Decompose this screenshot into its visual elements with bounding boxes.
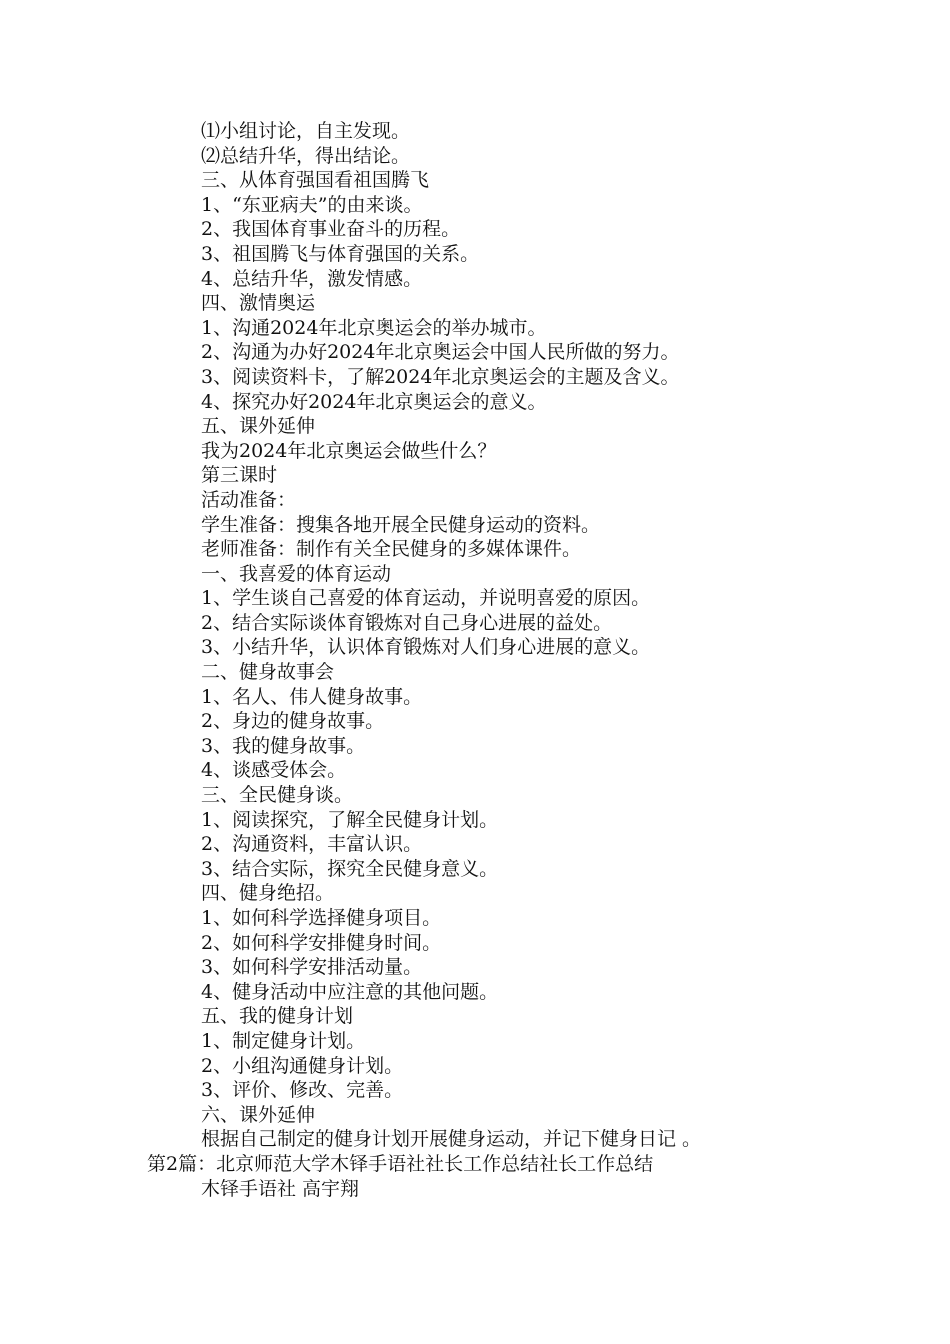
- text-line: 二、健身故事会: [201, 661, 335, 684]
- text-line: 1、如何科学选择健身项目。: [201, 907, 442, 929]
- text-line: 3、结合实际，探究全民健身意义。: [201, 857, 499, 880]
- document-body: [0, 119, 950, 1201]
- text-line: 2、我国体育事业奋斗的历程。: [201, 218, 461, 241]
- text-line: 2、身边的健身故事。: [201, 710, 385, 733]
- text-line: 四、激情奥运: [201, 292, 316, 315]
- text-line: 1、沟通2024年北京奥运会的举办城市。: [201, 316, 547, 339]
- text-line: 2、如何科学安排健身时间。: [201, 931, 442, 954]
- text-line: 1、学生谈自己喜爱的体育运动，并说明喜爱的原因。: [201, 587, 651, 610]
- text-line: 4、探究办好2024年北京奥运会的意义。: [201, 390, 547, 413]
- text-line: 学生准备：搜集各地开展全民健身运动的资料。: [201, 513, 601, 536]
- text-line: 活动准备：: [201, 488, 297, 511]
- text-line: 4、健身活动中应注意的其他问题。: [201, 980, 499, 1003]
- text-line: 4、谈感受体会。: [201, 759, 347, 782]
- text-line: 2、结合实际谈体育锻炼对自己身心进展的益处。: [201, 611, 613, 634]
- text-line: 2、沟通为办好2024年北京奥运会中国人民所做的努力。: [201, 341, 680, 364]
- text-line: 一、我喜爱的体育运动: [201, 562, 392, 585]
- text-line: 1、“东亚病夫”的由来谈。: [201, 193, 423, 216]
- text-line: 1、制定健身计划。: [201, 1029, 366, 1052]
- text-line: ⑴小组讨论，自主发现。: [201, 120, 411, 142]
- text-line: 1、阅读探究，了解全民健身计划。: [201, 808, 499, 831]
- text-line: 1、名人、伟人健身故事。: [201, 685, 423, 708]
- text-line: 第三课时: [201, 464, 278, 487]
- text-line: 3、祖国腾飞与体育强国的关系。: [201, 242, 480, 265]
- text-line: 三、全民健身谈。: [201, 784, 354, 807]
- text-line: 五、我的健身计划: [201, 1005, 354, 1028]
- text-line: 3、如何科学安排活动量。: [201, 956, 423, 979]
- text-line: 3、我的健身故事。: [201, 734, 366, 757]
- text-line: 3、小结升华，认识体育锻炼对人们身心进展的意义。: [201, 636, 651, 659]
- text-line: ⑵总结升华，得出结论。: [201, 144, 411, 167]
- text-line: 我为2024年北京奥运会做些什么？: [201, 439, 497, 462]
- text-line: 六、课外延伸: [201, 1103, 316, 1126]
- text-line: 2、小组沟通健身计划。: [201, 1054, 404, 1077]
- text-line: 五、课外延伸: [201, 415, 316, 438]
- text-line: 2、沟通资料，丰富认识。: [201, 833, 423, 856]
- text-line: 木铎手语社 高宇翔: [201, 1177, 360, 1200]
- text-line: 4、总结升华，激发情感。: [201, 267, 423, 290]
- text-line: 老师准备：制作有关全民健身的多媒体课件。: [201, 538, 582, 561]
- text-line: 3、阅读资料卡，了解2024年北京奥运会的主题及含义。: [201, 365, 680, 388]
- text-line: 3、评价、修改、完善。: [201, 1079, 404, 1102]
- text-line: 根据自己制定的健身计划开展健身运动，并记下健身日记 。: [201, 1128, 702, 1151]
- text-line: 四、健身绝招。: [201, 882, 335, 905]
- text-line: 三、从体育强国看祖国腾飞: [201, 169, 430, 192]
- text-line: 第2篇：北京师范大学木铎手语社社长工作总结社长工作总结: [147, 1152, 654, 1175]
